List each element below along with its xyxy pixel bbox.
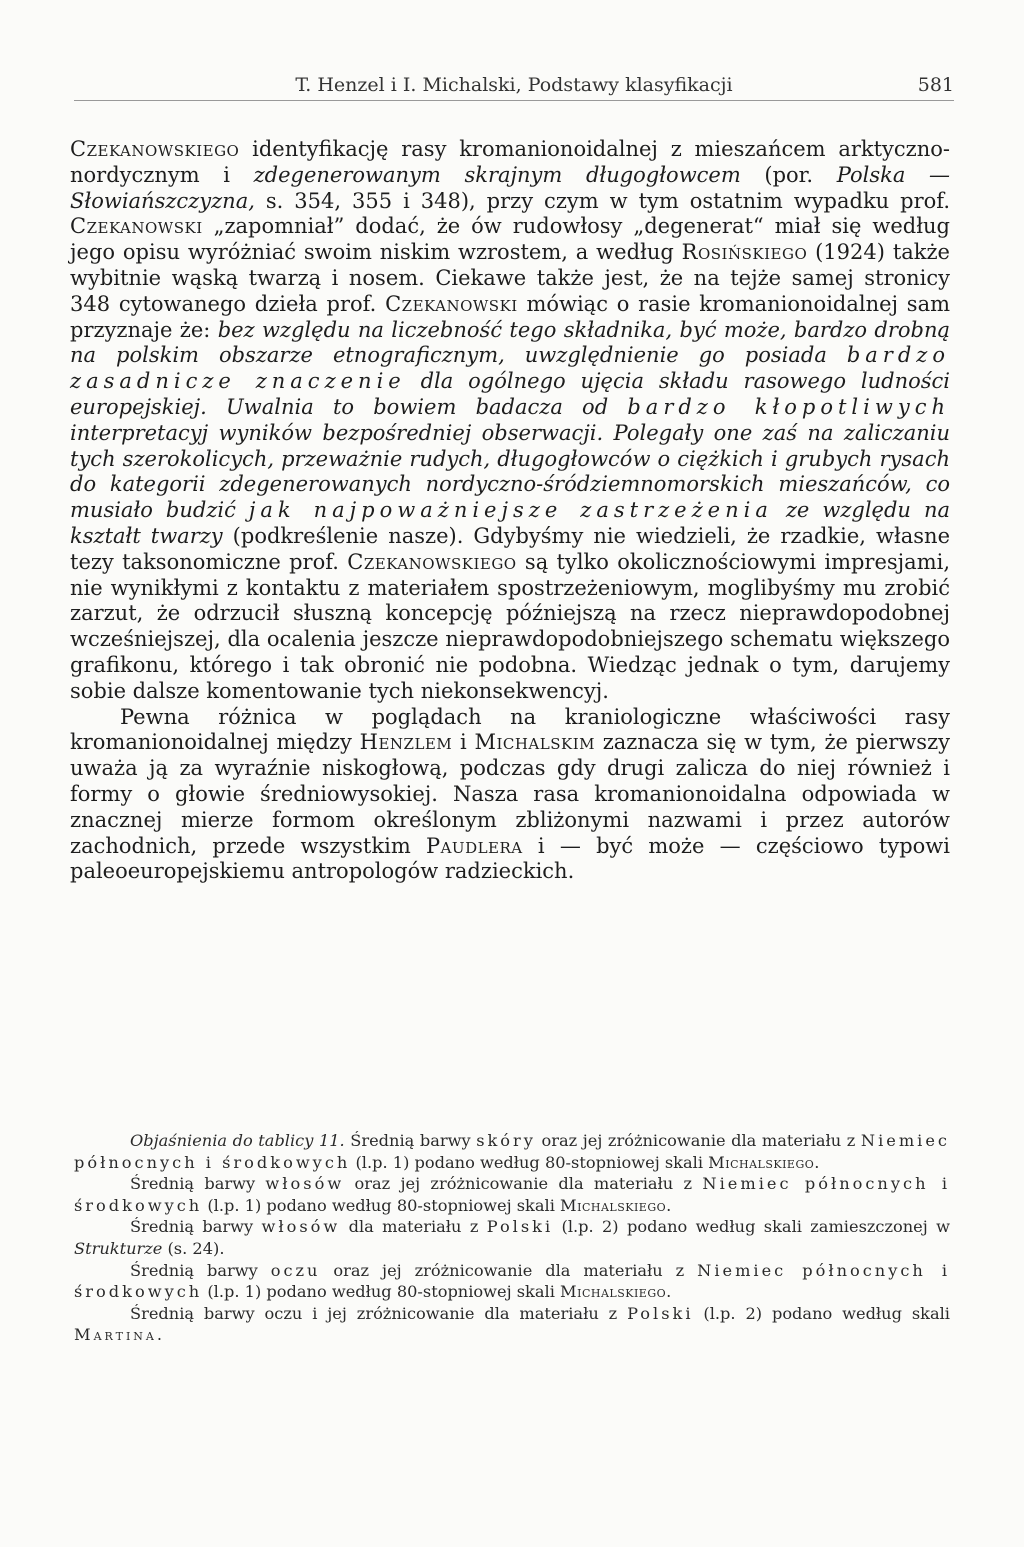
text-span: (l.p. 2) podano według skali zamieszczonej w — [553, 1217, 950, 1237]
author-name: Michalskiego. — [560, 1282, 672, 1302]
spaced-term: Polski — [627, 1303, 694, 1323]
text-span: oraz jej zróżnicowanie dla materiału z — [535, 1131, 861, 1150]
quotation-italic: bez względu na liczebność tego składnika, być może, bardzo drobną na polskim obszarze etnograficznym, uwzględnienie go posiada — [70, 317, 950, 368]
running-head-title: T. Henzel i I. Michalski, Podstawy klasyfikacji — [295, 74, 733, 96]
text-span: (l.p. 2) podano według skali — [693, 1303, 950, 1323]
spaced-term: Niemiec północnych i środkowych — [74, 1131, 950, 1172]
table-notes — [74, 1130, 950, 1346]
text-span: (l.p. 1) podano według 80-stopniowej skali — [350, 1152, 709, 1172]
text-span: dla materiału z — [340, 1217, 487, 1237]
text-span: i — być może — częściowo typowi paleoeuropejskiemu antropologów radzieckich. — [70, 833, 950, 884]
text-span: zaznacza się w tym, że pierwszy uważa ją za wyraźnie niskogłową, podczas gdy drugi zalicza do niej również i formy o głowie średniowysokiej. Nasza rasa kromanionoidalna odpowiada w znacznej mierze formom określonym zbliżonymi nazwami i przez autorów zachodnich, przede wszystkim — [70, 730, 950, 858]
quotation-spaced: bardzo zasadnicze znaczenie — [70, 343, 950, 394]
text-span: „zapomniał” dodać, że ów rudowłosy „degenerat“ miał się według jego opisu wyróżniać swoim niskim wzrostem, a według — [70, 214, 950, 265]
text-span: identyfikację rasy kromanionoidalnej z mieszańcem arktyczno-nordycznym i — [70, 137, 950, 187]
quotation-italic: ze względu na kształt twarzy — [70, 498, 950, 548]
spaced-term: Niemiec północnych i środkowych — [74, 1174, 950, 1215]
author-name: Michalskim — [474, 730, 595, 755]
running-head — [74, 74, 954, 101]
text-span: (s. 24). — [162, 1238, 225, 1258]
note-3 — [74, 1216, 950, 1259]
author-name: Michalskiego. — [708, 1152, 820, 1172]
text-span: Pewna różnica w poglądach na kraniologiczne właściwości rasy kromanionoidalnej między — [70, 704, 950, 755]
cited-work: Strukturze — [74, 1238, 163, 1258]
note-2 — [74, 1173, 950, 1216]
note-heading: Objaśnienia do tablicy 11. — [130, 1131, 345, 1150]
text-span: i — [452, 730, 475, 755]
spaced-term: Niemiec północnych i środkowych — [74, 1260, 950, 1302]
spaced-term: Polski — [486, 1217, 554, 1237]
cited-work: Polska — Słowiańszczyzna, — [70, 162, 950, 213]
quotation-italic: dla ogólnego ujęcia składu rasowego ludności europejskiej. Uwalnia to bowiem badacza od — [70, 369, 950, 419]
author-name: Paudlera — [425, 833, 523, 858]
text-span: Średnią barwy — [344, 1131, 477, 1150]
text-span: (l.p. 1) podano według 80-stopniowej skali — [202, 1195, 561, 1215]
quotation-spaced: bardzo kłopotliwych — [627, 394, 950, 419]
note-5 — [74, 1303, 950, 1346]
author-name: Martina. — [74, 1325, 166, 1345]
text-span: Średnią barwy — [130, 1260, 271, 1280]
paragraph-2 — [70, 705, 950, 886]
spaced-term: oczu — [270, 1260, 321, 1280]
text-span: mówiąc o rasie kromanionoidalnej sam przyznaje że: — [70, 291, 950, 342]
note-4 — [74, 1260, 950, 1303]
author-name: Michalskiego. — [560, 1195, 672, 1215]
paragraph-1 — [70, 137, 950, 705]
text-span: Średnią barwy — [130, 1174, 266, 1194]
text-span: s. 354, 355 i 348), przy czym w tym ostatnim wypadku prof. — [254, 188, 950, 213]
author-name: Czekanowski — [70, 214, 203, 239]
text-span: (1924) także wybitnie wąską twarzą i nosem. Ciekawe także jest, że na tejże samej stronicy 348 cytowanego dzieła prof. — [70, 240, 950, 316]
text-span: Średnią barwy oczu i jej zróżnicowanie dla materiału z — [130, 1303, 628, 1323]
italic-span: zdegenerowanym skrajnym długogłowcem — [253, 162, 741, 187]
text-span: (podkreślenie nasze). Gdybyśmy nie wiedzieli, że rzadkie, własne tezy taksonomiczne prof. — [70, 523, 950, 574]
text-span: Średnią barwy — [130, 1217, 262, 1237]
page-number: 581 — [917, 74, 954, 96]
spaced-term: skóry — [476, 1131, 536, 1150]
quotation-spaced: jak najpoważniejsze zastrzeżenia — [248, 498, 773, 523]
body-text — [70, 137, 950, 885]
author-name: Henzlem — [359, 730, 453, 755]
quotation-italic: interpretacyj wyników bezpośredniej obserwacji. Polegały one zaś na zaliczaniu tych szerokolicych, przeważnie rudych, długogłowców o ciężkich i grubych rysach do kategorii zdegenerowanych nordyczno-śródziemnomorskich mieszańców, co musiało budzić — [70, 420, 950, 523]
author-name: Czekanowskiego — [70, 137, 240, 161]
text-span: (por. — [740, 162, 837, 187]
text-span: oraz jej zróżnicowanie dla materiału z — [320, 1260, 698, 1280]
author-name: Czekanowski — [385, 291, 518, 316]
note-1 — [74, 1130, 950, 1173]
author-name: Czekanowskiego — [347, 549, 517, 574]
author-name: Rosińskiego — [681, 240, 808, 265]
text-span: (l.p. 1) podano według 80-stopniowej skali — [202, 1282, 561, 1302]
spaced-term: włosów — [261, 1217, 341, 1237]
text-span: oraz jej zróżnicowanie dla materiału z — [344, 1174, 703, 1194]
text-span: są tylko okolicznościowymi impresjami, nie wynikłymi z kontaktu z materiałem spostrzeżeniowym, moglibyśmy mu zrobić zarzut, że odrzucił słuszną koncepcję późniejszą na rzecz nieprawdopodobnej wcześniejszej, dla ocalenia jeszcze nieprawdopodobniejszego schematu większego grafikonu, którego i tak obronić nie podobna. Wiedząc jednak o tym, darujemy sobie dalsze komentowanie tych niekonsekwencyj. — [70, 549, 951, 703]
spaced-term: włosów — [265, 1174, 345, 1194]
